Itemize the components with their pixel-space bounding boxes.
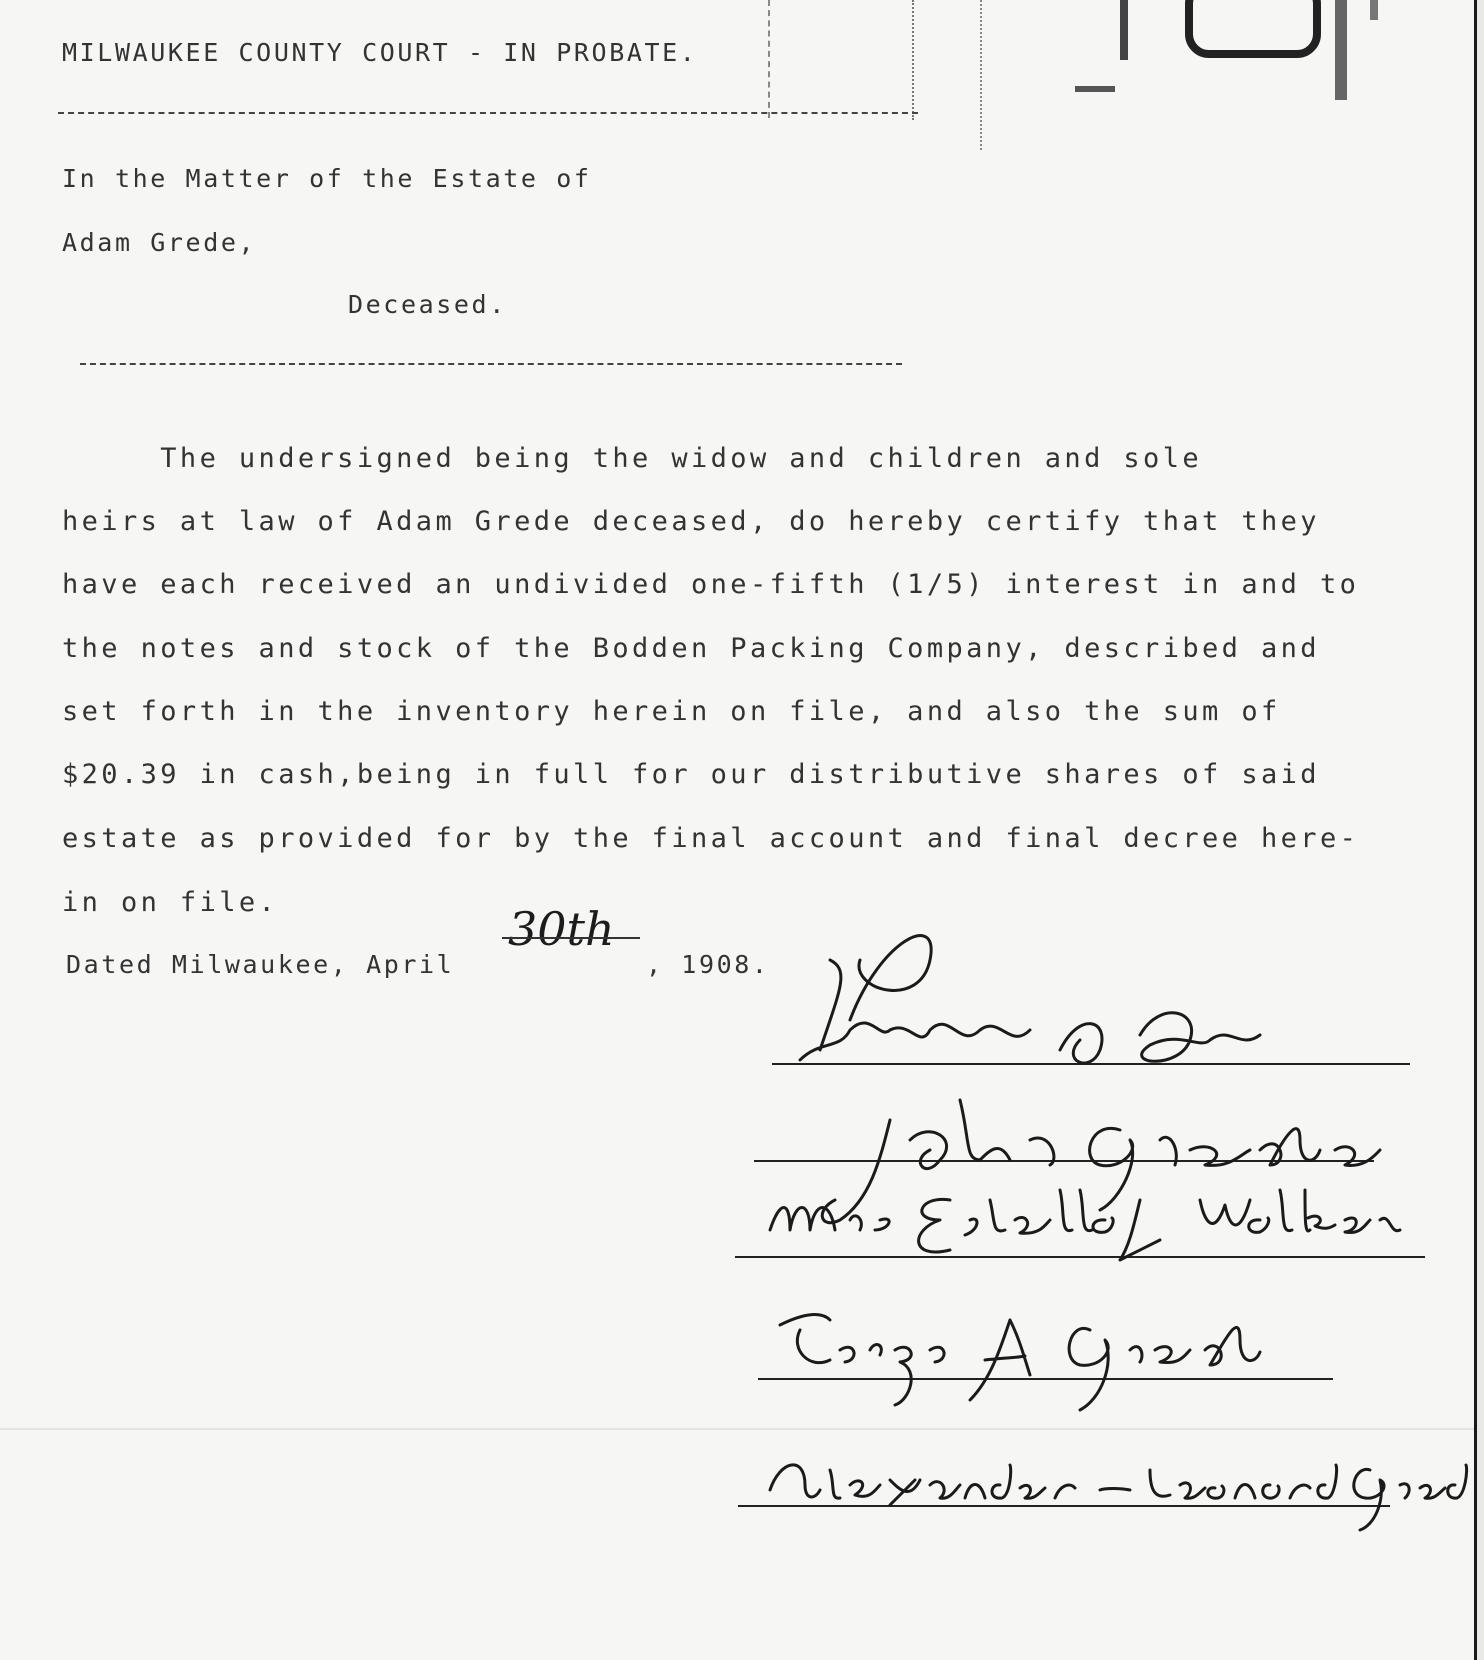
dated-prefix: Dated Milwaukee, April	[66, 950, 455, 979]
caption-line-1: In the Matter of the Estate of	[62, 164, 592, 193]
paper-fold	[0, 1428, 1474, 1430]
caption-line-2: Adam Grede,	[62, 228, 257, 257]
vertical-dash	[768, 0, 770, 118]
caption-line-3: Deceased.	[348, 290, 507, 319]
body-line-3: have each received an undivided one-fifth (1/5) interest in and to	[62, 569, 1360, 600]
header-rule	[58, 112, 918, 114]
body-line-2: heirs at law of Adam Grede deceased, do hereby certify that they	[62, 506, 1320, 537]
body-line-7: estate as provided for by the final account and final decree here-	[62, 823, 1360, 854]
dated-suffix: , 1908.	[646, 950, 770, 979]
court-heading: MILWAUKEE COUNTY COURT - IN PROBATE.	[62, 38, 698, 67]
body-line-5: set forth in the inventory herein on file, and also the sum of	[62, 696, 1281, 727]
body-line-4: the notes and stock of the Bodden Packing Company, described and	[62, 633, 1320, 664]
seal-stamp	[1185, 0, 1321, 58]
handwritten-day: 30th	[508, 902, 615, 956]
body-line-8: in on file.	[62, 887, 279, 918]
page-edge	[1474, 0, 1484, 1660]
body-line-1: The undersigned being the widow and children and sole	[62, 443, 1203, 474]
date-blank-line	[502, 937, 640, 939]
caption-rule	[80, 363, 902, 365]
body-line-6: $20.39 in cash,being in full for our distributive shares of said	[62, 759, 1320, 790]
handwritten-signatures	[760, 900, 1480, 1540]
